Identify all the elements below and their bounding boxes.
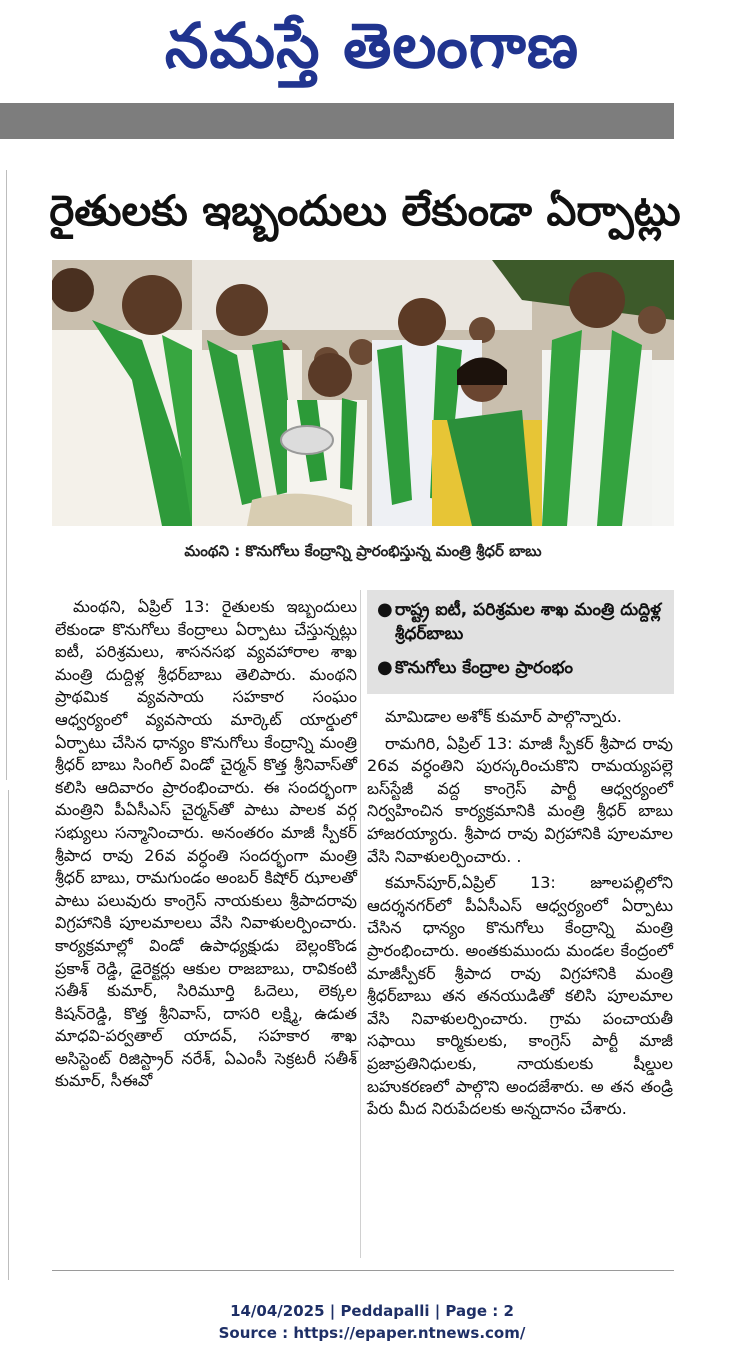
header-gray-bar [0, 103, 674, 139]
masthead [0, 0, 744, 100]
column-divider [360, 590, 361, 1258]
left-edge-line [6, 170, 7, 780]
article-headline: రైతులకు ఇబ్బందులు లేకుండా ఏర్పాట్లు [49, 186, 681, 235]
bottom-rule [52, 1270, 674, 1271]
right-column-paragraph: కమాన్‌పూర్,ఏప్రిల్ 13: జూలపల్లిలోని ఆదర్శనగర్‌లో పీఏసీఎస్ ఆధ్వర్యంలో ఏర్పాటు చేసిన ధాన్యం కొనుగోలు కేంద్రాన్ని మంత్రి ప్రారంభించారు. అంతకుముందు మండల కేంద్రంలో మాజీస్పీకర్ శ్రీపాద రావు విగ్రహానికి మంత్రి శ్రీధర్‌బాబు తన తనయుడితో కలిసి పూలమాల వేసి నివాళులర్పించారు. గ్రామ పంచాయతీ సఫాయి కార్మికులకు, కాంగ్రెస్ పార్టీ మాజీ ప్రజాప్రతినిధులకు, నాయకులకు షీల్డుల బహుకరణలో పాల్గొని అందజేశారు. అ తన తండ్రి పేరు మీద నిరుపేదలకు అన్నదానం చేశారు. [367, 873, 673, 1119]
article-left-column [55, 596, 357, 1093]
article-right-column [367, 706, 673, 1121]
newspaper-logo: నమస్తే తెలంగాణ [164, 9, 580, 82]
highlight-item: ● రాష్ట్ర ఐటీ, పరిశ్రమల శాఖ మంత్రి దుద్దిళ్ల శ్రీధర్‌బాబు [377, 599, 662, 644]
highlights-box [367, 590, 674, 694]
right-column-paragraph: మామిడాల అశోక్ కుమార్ పాల్గొన్నారు. [385, 707, 622, 726]
bullet-icon: ● [377, 599, 393, 620]
highlight-item: ● కొనుగోలు కేంద్రాల ప్రారంభం [377, 657, 574, 678]
footer-date-edition: 14/04/2025 | Peddapalli | Page : 2 [230, 1302, 514, 1320]
right-column-paragraph: రామగిరి, ఏప్రిల్ 13: మాజీ స్పీకర్ శ్రీపాద రావు 26వ వర్ధంతిని పురస్కరించుకొని రామయ్యపల్లె బస్‌స్టేజీ వద్ద కాంగ్రెస్ పార్టీ ఆధ్వర్యంలో నిర్వహించిన కార్యక్రమానికి మంత్రి శ్రీధర్ బాబు హాజరయ్యారు. శ్రీపాద రావు విగ్రహానికి పూలమాల వేసి నివాళులర్పించారు. . [367, 733, 673, 866]
page-footer [0, 1300, 744, 1344]
footer-source-link[interactable]: Source : https://epaper.ntnews.com/ [218, 1324, 526, 1342]
bullet-icon: ● [377, 657, 393, 678]
article-photo [52, 260, 674, 526]
photo-illustration [52, 260, 674, 526]
left-column-paragraph: మంథని, ఏప్రిల్ 13: రైతులకు ఇబ్బందులు లేకుండా కొనుగోలు కేంద్రాలు ఏర్పాటు చేస్తున్నట్లు ఐటీ, పరిశ్రమలు, శాసనసభ వ్యవహారాల శాఖ మంత్రి దుద్దిళ్ల శ్రీధర్‌బాబు తెలిపారు. మంథని ప్రాథమిక వ్యవసాయ సహకార సంఘం ఆధ్వర్యంలో వ్యవసాయ మార్కెట్ యార్డులో ఏర్పాటు చేసిన ధాన్యం కొనుగోలు కేంద్రాన్ని మంత్రి శ్రీధర్ బాబు సింగిల్ విండో చైర్మన్ కొత్త శ్రీనివాస్‌తో కలిసి ఆదివారం ప్రారంభించారు. ఈ సందర్భంగా మంత్రిని పీఏసీఎస్ చైర్మన్‌తో పాటు పాలక వర్గ సభ్యులు సన్మానించారు. అనంతరం మాజీ స్పీకర్ శ్రీపాద రావు 26వ వర్ధంతి సందర్భంగా మంత్రి శ్రీధర్ బాబు, రామగుండం అంబర్ కిషోర్ ఝాలతో పాటు పలువురు కాంగ్రెస్ నాయకులు శ్రీపాదరావు విగ్రహానికి పూలమాలలు వేసి నివాళులర్పించారు. కార్యక్రమాల్లో విండో ఉపాధ్యక్షుడు బెల్లంకొండ ప్రకాశ్ రెడ్డి, డైరెక్టర్లు ఆకుల రాజబాబు, రావికంటి సతీశ్ కుమార్, సిరిమూర్తి ఓదెలు, లెక్కల కిషన్‌రెడ్డి, కొత్త శ్రీనివాస్, దాసరి లక్ష్మి, ఉడుత మాధవి-పర్వతాల్ యాదవ్, సహకార శాఖ అసిస్టెంట్ రిజిస్ట్రార్ నరేశ్, ఏఎంసీ సెక్రటరీ సతీశ్ కుమార్, సీఈవో [55, 597, 357, 1091]
left-edge-line-lower [8, 790, 9, 1280]
photo-caption: మంథని : కొనుగోలు కేంద్రాన్ని ప్రారంభిస్తున్న మంత్రి శ్రీధర్ బాబు [184, 542, 542, 560]
